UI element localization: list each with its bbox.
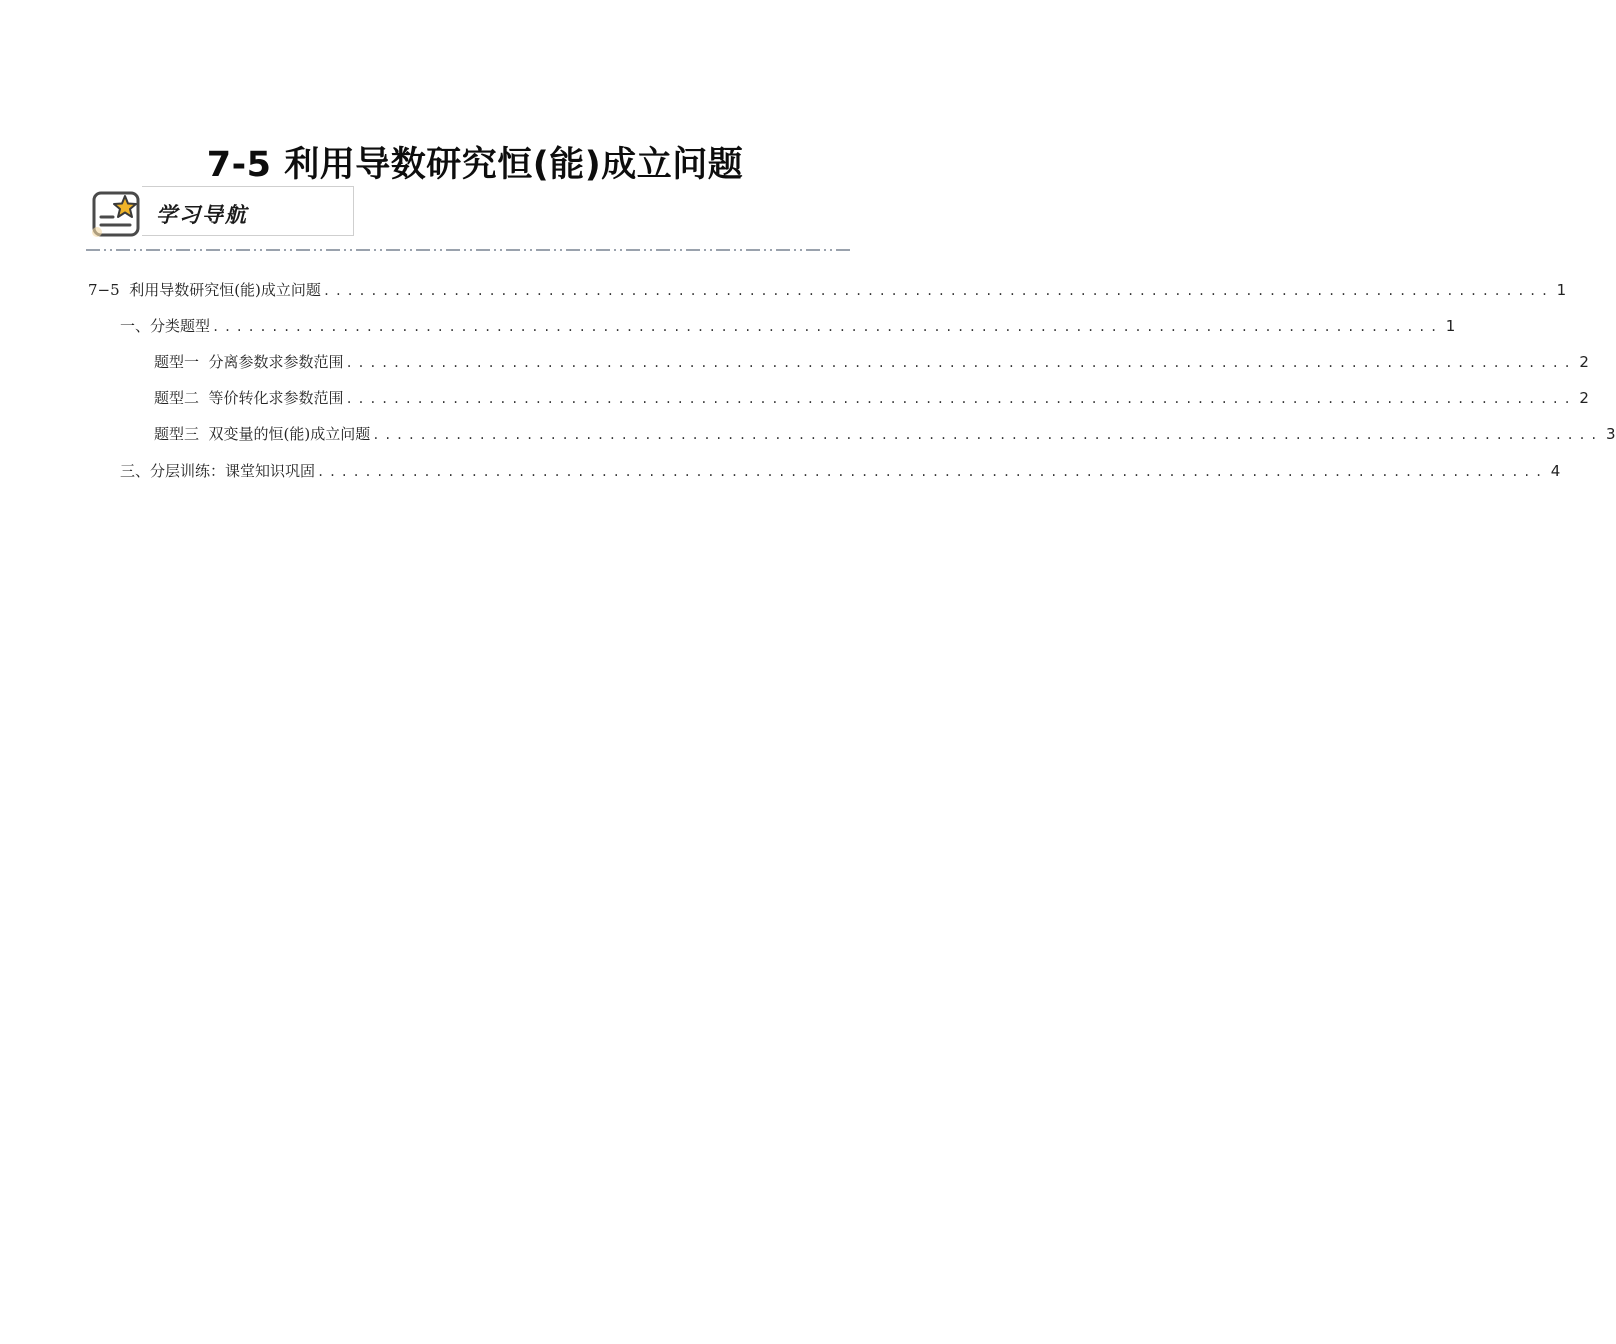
toc-dot-leader: ........................................................................................................ bbox=[372, 428, 1603, 442]
page-title: 7-5 利用导数研究恒(能)成立问题 bbox=[206, 145, 744, 186]
toc-page-number: 1 bbox=[1445, 317, 1456, 335]
toc-page-number: 2 bbox=[1579, 389, 1589, 407]
banner-label: 学习导航 bbox=[156, 202, 248, 227]
toc-entry[interactable] bbox=[154, 423, 1616, 445]
toc-page-number: 2 bbox=[1579, 353, 1589, 371]
toc-dot-leader: ........................................................................................................ bbox=[322, 284, 1553, 298]
toc-entry-text: 一、分类题型 bbox=[120, 317, 211, 335]
toc-entry[interactable] bbox=[154, 387, 1589, 409]
toc-entry[interactable] bbox=[120, 460, 1561, 482]
toc-entry-text: 题型二 等价转化求参数范围 bbox=[154, 389, 344, 407]
toc-dot-leader: ........................................................................................................ bbox=[345, 356, 1576, 370]
toc-dot-leader: ........................................................................................................ bbox=[317, 465, 1547, 479]
toc-entry[interactable] bbox=[88, 279, 1567, 301]
toc-dot-leader: ........................................................................................................ bbox=[345, 392, 1576, 406]
study-navigation-banner bbox=[88, 186, 354, 238]
toc-entry-text: 7−5 利用导数研究恒(能)成立问题 bbox=[88, 281, 321, 299]
toc-entry[interactable] bbox=[154, 351, 1589, 373]
banner-divider bbox=[86, 247, 850, 253]
toc-page-number: 1 bbox=[1556, 281, 1567, 299]
toc-entry-text: 题型三 双变量的恒(能)成立问题 bbox=[154, 425, 371, 443]
toc-page-number: 3 bbox=[1606, 425, 1616, 443]
toc-entry-text: 三、分层训练：课堂知识巩固 bbox=[120, 462, 316, 480]
toc-page-number: 4 bbox=[1550, 462, 1561, 480]
banner-label-box bbox=[142, 186, 354, 236]
toc-entry[interactable] bbox=[120, 315, 1456, 337]
toc-entry-text: 题型一 分离参数求参数范围 bbox=[154, 353, 344, 371]
toc-dot-leader: ........................................................................................................ bbox=[212, 320, 1442, 334]
list-star-icon bbox=[88, 186, 142, 238]
